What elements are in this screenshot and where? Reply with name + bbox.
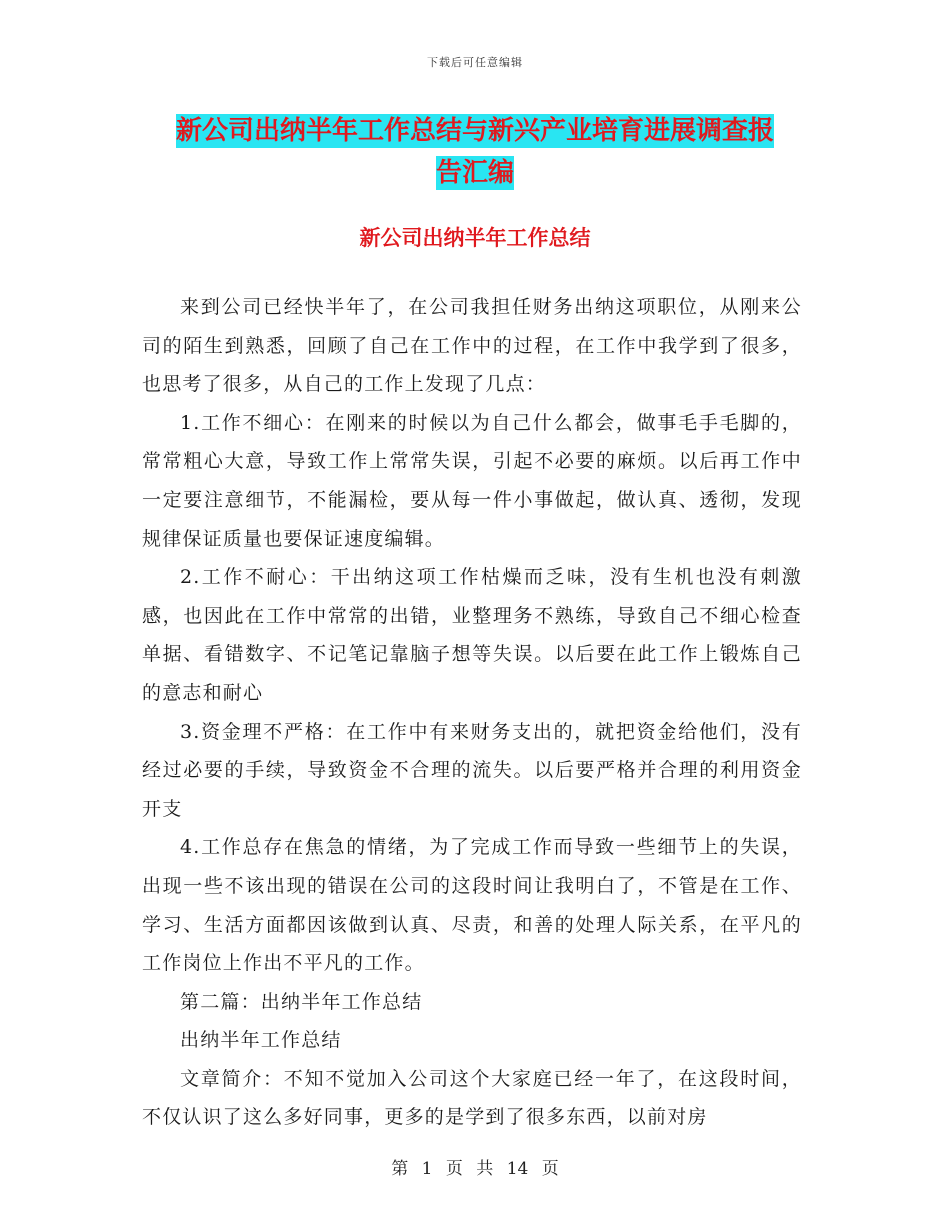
paragraph: 3.资金理不严格：在工作中有来财务支出的，就把资金给他们，没有经过必要的手续，导致资金不合理的流失。以后要严格并合理的利用资金开支 [142, 720, 802, 820]
paragraph: 1.工作不细心：在刚来的时候以为自己什么都会，做事毛手毛脚的，常常粗心大意，导致工作上常常失误，引起不必要的麻烦。以后再工作中一定要注意细节，不能漏检，要从每一件小事做起，做认真、透彻，发现规律保证质量也要保证速度编辑。 [142, 411, 802, 550]
paragraph: 2.工作不耐心：干出纳这项工作枯燥而乏味，没有生机也没有刺激感，也因此在工作中常常的出错，业整理务不熟练，导致自己不细心检查单据、看错数字、不记笔记靠脑子想等失误。以后要在此工作上锻炼自己的意志和耐心 [142, 566, 802, 704]
paragraph: 4.工作总存在焦急的情绪，为了完成工作而导致一些细节上的失误，出现一些不该出现的错误在公司的这段时间让我明白了，不管是在工作、学习、生活方面都因该做到认真、尽责，和善的处理人际关系，在平凡的工作岗位上作出不平凡的工作。 [142, 836, 802, 975]
document-title-line1: 新公司出纳半年工作总结与新兴产业培育进展调查报 [175, 116, 774, 146]
section-title: 新公司出纳半年工作总结 [359, 226, 591, 250]
paragraph-heading: 出纳半年工作总结 [180, 1029, 342, 1052]
header-note: 下载后可任意编辑 [427, 56, 523, 69]
document-title [140, 110, 810, 194]
paragraph: 来到公司已经快半年了，在公司我担任财务出纳这项职位，从刚来公司的陌生到熟悉，回顾了自己在工作中的过程，在工作中我学到了很多，也思考了很多，从自己的工作上发现了几点： [142, 296, 802, 396]
paragraph: 文章简介：不知不觉加入公司这个大家庭已经一年了，在这段时间，不仅认识了这么多好同事，更多的是学到了很多东西，以前对房 [142, 1067, 802, 1129]
document-body [142, 288, 802, 1137]
document-title-line2: 告汇编 [435, 158, 514, 188]
paragraph-heading: 第二篇：出纳半年工作总结 [180, 990, 423, 1013]
page-footer: 第 1 页 共 14 页 [391, 1159, 559, 1179]
